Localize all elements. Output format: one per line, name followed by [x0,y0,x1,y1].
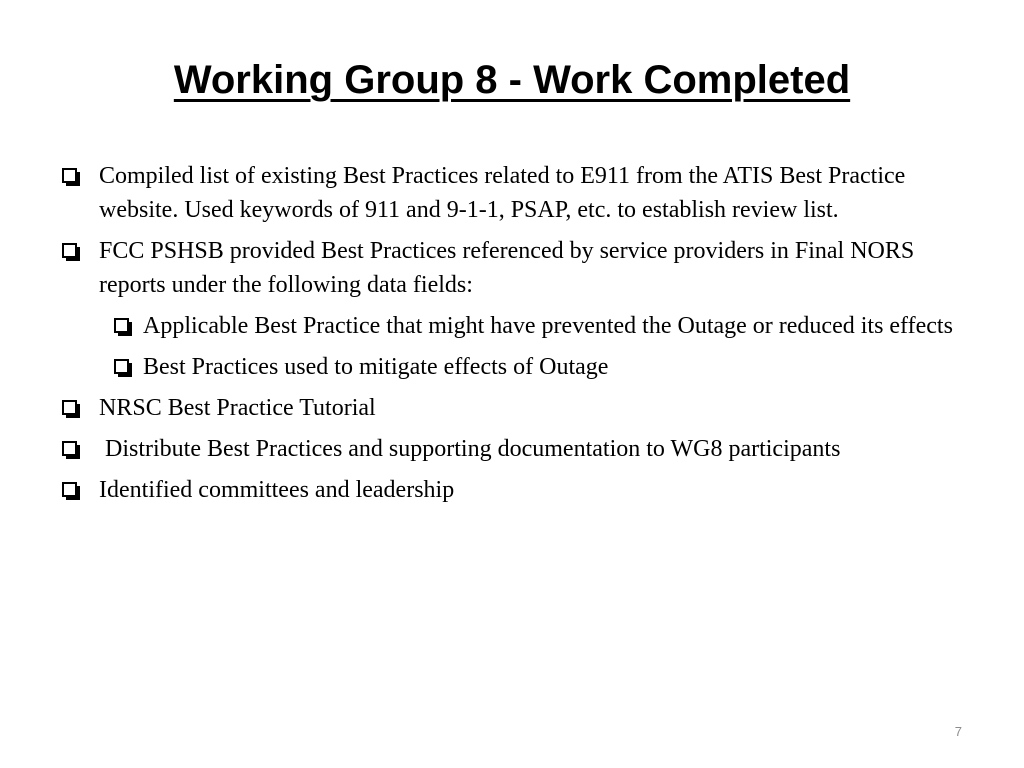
bullet-list [62,159,962,514]
checkbox-bullet-icon [62,441,77,456]
sub-bullet-text: Applicable Best Practice that might have prevented the Outage or reduced its effects [143,313,953,339]
page-number: 7 [954,724,962,739]
checkbox-bullet-icon [62,243,77,258]
sub-bullet-text: Best Practices used to mitigate effects of Outage [143,354,609,380]
bullet-text: NRSC Best Practice Tutorial [99,395,376,421]
bullet-item [62,473,962,507]
checkbox-bullet-icon [62,400,77,415]
bullet-text: Compiled list of existing Best Practices related to E911 from the ATIS Best Practice website. Used keywords of 911 and 9-1-1, PSAP, etc. to establish review list. [99,163,906,223]
checkbox-bullet-icon [114,359,129,374]
bullet-item [62,432,962,466]
checkbox-bullet-icon [62,482,77,497]
bullet-text: Distribute Best Practices and supporting documentation to WG8 participants [99,436,841,462]
checkbox-bullet-icon [114,318,129,333]
bullet-item [62,391,962,425]
sub-bullet-item [114,309,962,343]
bullet-item [62,159,962,227]
checkbox-bullet-icon [62,168,77,183]
bullet-item [62,234,962,302]
bullet-text: Identified committees and leadership [99,477,455,503]
slide-title: Working Group 8 - Work Completed [173,58,851,102]
sub-bullet-item [114,350,962,384]
bullet-text: FCC PSHSB provided Best Practices referenced by service providers in Final NORS reports under the following data fields: [99,238,915,298]
